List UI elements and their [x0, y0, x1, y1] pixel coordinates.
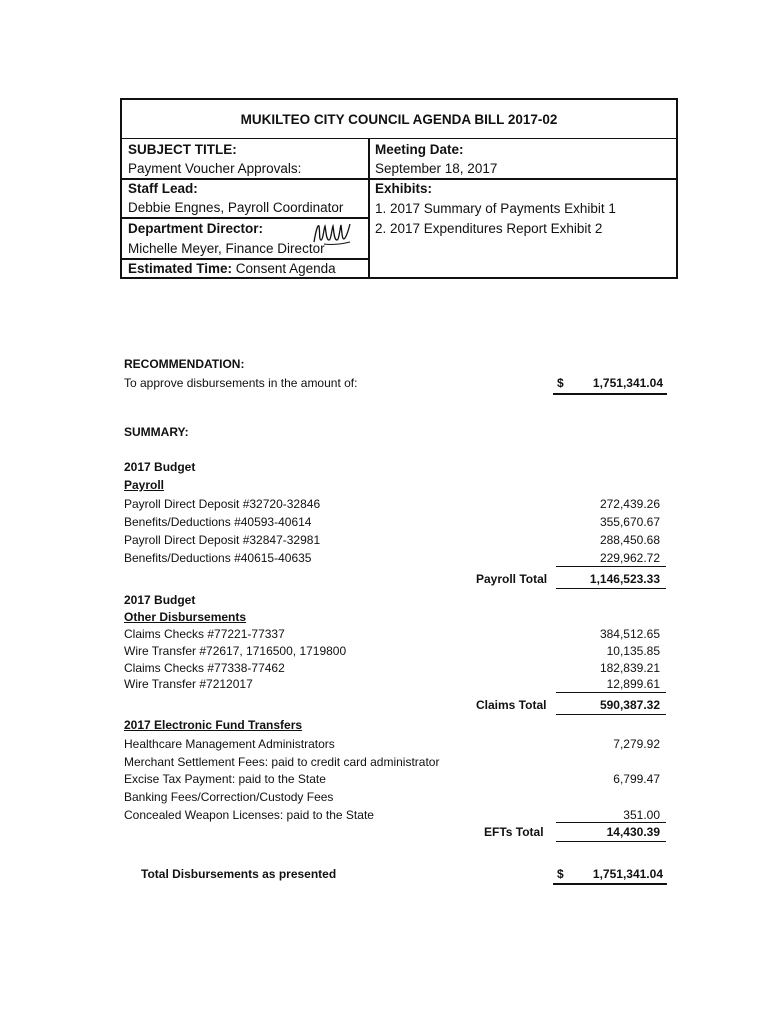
claims-total-amount: 590,387.32 — [599, 698, 660, 712]
grand-total-currency: $ — [557, 867, 564, 881]
payroll-total-label: Payroll Total — [476, 572, 548, 586]
estimated-time — [128, 259, 336, 279]
payroll-item-amount: 288,450.68 — [599, 533, 660, 547]
table-vertical-divider — [368, 138, 370, 279]
other-sum-rule — [556, 692, 666, 693]
payroll-item-label: Benefits/Deductions #40615-40635 — [124, 551, 312, 565]
other-budget-label: 2017 Budget — [124, 593, 196, 607]
eft-item-label: Concealed Weapon Licenses: paid to the State — [124, 808, 374, 822]
eft-total-underline — [556, 841, 666, 842]
grand-total-amount: 1,751,341.04 — [592, 867, 663, 881]
payroll-total-amount: 1,146,523.33 — [589, 572, 660, 586]
other-item-label: Wire Transfer #72617, 1716500, 1719800 — [124, 644, 347, 658]
eft-heading: 2017 Electronic Fund Transfers — [124, 718, 303, 732]
eft-item-label: Merchant Settlement Fees: paid to credit card administrator — [124, 755, 440, 769]
summary-heading: SUMMARY: — [124, 425, 189, 439]
exhibit-item-1: 1. 2017 Summary of Payments Exhibit 1 — [375, 201, 616, 216]
staff-lead-label: Staff Lead: — [128, 181, 198, 196]
dept-director-label: Department Director: — [128, 221, 264, 236]
claims-total-label: Claims Total — [476, 698, 547, 712]
eft-item-label: Banking Fees/Correction/Custody Fees — [124, 790, 334, 804]
recommendation-text: To approve disbursements in the amount of: — [124, 376, 358, 390]
payroll-item-label: Payroll Direct Deposit #32720-32846 — [124, 497, 321, 511]
payroll-total-underline — [556, 588, 666, 589]
staff-lead-value: Debbie Engnes, Payroll Coordinator — [128, 200, 344, 215]
recommendation-heading: RECOMMENDATION: — [124, 357, 245, 371]
eft-sum-rule — [556, 822, 666, 823]
subject-title-value: Payment Voucher Approvals: — [128, 161, 302, 176]
estimated-time-value: Consent Agenda — [232, 261, 336, 276]
other-item-amount: 10,135.85 — [606, 644, 660, 658]
payroll-item-amount: 355,670.67 — [599, 515, 660, 529]
recommendation-currency: $ — [557, 376, 564, 390]
payroll-item-amount: 272,439.26 — [599, 497, 660, 511]
agenda-header-table — [120, 98, 678, 279]
recommendation-underline — [553, 393, 667, 395]
exhibit-item-2: 2. 2017 Expenditures Report Exhibit 2 — [375, 221, 603, 236]
eft-item-amount: 7,279.92 — [613, 737, 660, 751]
claims-total-underline — [556, 714, 666, 715]
meeting-date-value: September 18, 2017 — [375, 161, 498, 176]
other-item-amount: 182,839.21 — [599, 661, 660, 675]
meeting-date-label: Meeting Date: — [375, 142, 464, 157]
other-item-label: Wire Transfer #7212017 — [124, 677, 253, 691]
eft-item-label: Healthcare Management Administrators — [124, 737, 335, 751]
payroll-heading: Payroll — [124, 478, 165, 492]
signature-initials-icon — [312, 220, 352, 246]
other-item-label: Claims Checks #77338-77462 — [124, 661, 285, 675]
dept-director-value: Michelle Meyer, Finance Director — [128, 241, 325, 256]
eft-item-amount: 351.00 — [623, 808, 660, 822]
other-item-amount: 12,899.61 — [606, 677, 660, 691]
subject-title-label: SUBJECT TITLE: — [128, 142, 237, 157]
payroll-item-label: Benefits/Deductions #40593-40614 — [124, 515, 312, 529]
other-heading: Other Disbursements — [124, 610, 247, 624]
payroll-item-label: Payroll Direct Deposit #32847-32981 — [124, 533, 321, 547]
estimated-time-label: Estimated Time: — [128, 261, 233, 276]
grand-total-underline — [553, 883, 667, 885]
grand-total-label: Total Disbursements as presented — [141, 867, 337, 881]
other-item-label: Claims Checks #77221-77337 — [124, 627, 285, 641]
other-item-amount: 384,512.65 — [599, 627, 660, 641]
payroll-budget-label: 2017 Budget — [124, 460, 196, 474]
recommendation-amount: 1,751,341.04 — [592, 376, 663, 390]
payroll-sum-rule — [556, 566, 666, 567]
eft-total-amount: 14,430.39 — [606, 825, 660, 839]
eft-item-amount: 6,799.47 — [613, 772, 660, 786]
eft-item-label: Excise Tax Payment: paid to the State — [124, 772, 326, 786]
payroll-item-amount: 229,962.72 — [599, 551, 660, 565]
exhibits-label: Exhibits: — [375, 181, 433, 196]
agenda-title: MUKILTEO CITY COUNCIL AGENDA BILL 2017-02 — [122, 100, 676, 139]
eft-total-label: EFTs Total — [484, 825, 544, 839]
